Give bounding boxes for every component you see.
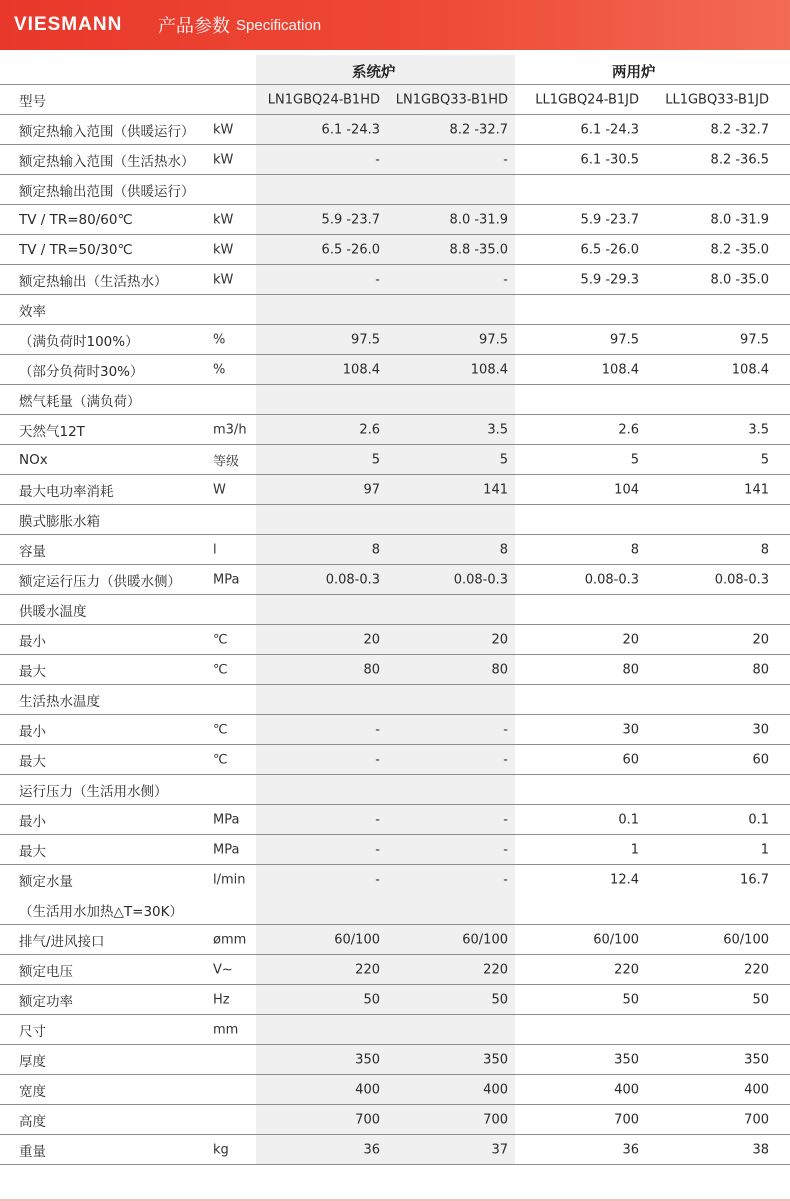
cell-ll1gbq33: 8.0 -31.9 xyxy=(710,212,769,227)
cell-ln1gbq33: 80 xyxy=(491,662,508,677)
cell-ll1gbq33: 108.4 xyxy=(731,362,769,377)
row-label: 天然气12T xyxy=(19,423,85,440)
table-row xyxy=(0,715,790,745)
cell-ll1gbq33: 3.5 xyxy=(748,422,769,437)
row-unit: kW xyxy=(213,242,234,257)
cell-ll1gbq33: 8.0 -35.0 xyxy=(710,272,769,287)
cell-ll1gbq24: 8 xyxy=(630,542,639,557)
cell-ll1gbq24: 5.9 -23.7 xyxy=(580,212,639,227)
cell-ll1gbq24: 0.1 xyxy=(618,812,639,827)
cell-ln1gbq33: 60/100 xyxy=(462,932,508,947)
cell-ll1gbq33: 350 xyxy=(744,1052,769,1067)
cell-ll1gbq33: 220 xyxy=(744,962,769,977)
row-label: 燃气耗量（满负荷） xyxy=(19,393,141,410)
cell-ln1gbq33: 141 xyxy=(483,482,508,497)
cell-ln1gbq33: 97.5 xyxy=(479,332,508,347)
cell-ll1gbq24: 220 xyxy=(614,962,639,977)
cell-ll1gbq33: LL1GBQ33-B1JD xyxy=(665,92,769,107)
cell-ln1gbq24: 97.5 xyxy=(351,332,380,347)
cell-ll1gbq33: 97.5 xyxy=(740,332,769,347)
cell-ln1gbq33: 20 xyxy=(491,632,508,647)
row-label: 最大电功率消耗 xyxy=(19,483,114,500)
row-unit: kW xyxy=(213,212,234,227)
row-label: 效率 xyxy=(19,303,46,320)
cell-ln1gbq33: - xyxy=(503,872,508,888)
cell-ln1gbq33: 8.2 -32.7 xyxy=(449,122,508,137)
row-unit: kg xyxy=(213,1142,229,1157)
cell-ln1gbq33: - xyxy=(503,752,508,767)
table-row xyxy=(0,1075,790,1105)
table-row xyxy=(0,865,790,895)
cell-ll1gbq24: 6.1 -24.3 xyxy=(580,122,639,137)
cell-ll1gbq33: 400 xyxy=(744,1082,769,1097)
table-row xyxy=(0,325,790,355)
cell-ln1gbq33: 5 xyxy=(499,452,508,467)
row-label: 额定热输入范围（生活热水） xyxy=(19,153,195,170)
row-label: 额定热输入范围（供暖运行） xyxy=(19,123,195,140)
row-unit: mm xyxy=(213,1022,239,1037)
row-unit: 等级 xyxy=(213,454,240,469)
cell-ln1gbq24: 0.08-0.3 xyxy=(325,572,380,587)
row-label: 运行压力（生活用水侧） xyxy=(19,783,168,800)
page-title: 产品参数 xyxy=(158,16,230,37)
row-label: 供暖水温度 xyxy=(19,603,87,620)
cell-ln1gbq24: 36 xyxy=(363,1142,380,1157)
row-label: 排气/进风接口 xyxy=(19,933,105,950)
row-label: 厚度 xyxy=(19,1053,46,1070)
cell-ll1gbq33: 38 xyxy=(752,1142,769,1157)
cell-ll1gbq24: 80 xyxy=(622,662,639,677)
row-label: 额定电压 xyxy=(19,963,73,980)
table-row xyxy=(0,385,790,415)
cell-ll1gbq24: 5.9 -29.3 xyxy=(580,272,639,287)
row-label: 型号 xyxy=(19,93,46,110)
cell-ln1gbq24: 108.4 xyxy=(342,362,380,377)
row-unit: ℃ xyxy=(213,752,228,767)
row-unit: % xyxy=(213,332,226,347)
row-label: 最大 xyxy=(19,753,46,770)
cell-ln1gbq33: 0.08-0.3 xyxy=(453,572,508,587)
cell-ln1gbq24: - xyxy=(375,752,380,767)
table-row xyxy=(0,985,790,1015)
cell-ll1gbq33: 0.1 xyxy=(748,812,769,827)
table-row xyxy=(0,475,790,505)
row-unit: l/min xyxy=(213,872,246,888)
cell-ll1gbq33: 30 xyxy=(752,722,769,737)
row-label: （部分负荷时30%） xyxy=(19,363,144,380)
cell-ln1gbq33: - xyxy=(503,722,508,737)
table-row xyxy=(0,85,790,115)
row-unit: kW xyxy=(213,122,234,137)
table-row xyxy=(0,235,790,265)
table-row xyxy=(0,205,790,235)
row-label: 尺寸 xyxy=(19,1023,46,1040)
cell-ll1gbq33: 5 xyxy=(760,452,769,467)
row-unit: ømm xyxy=(213,932,247,947)
cell-ll1gbq33: 60/100 xyxy=(723,932,769,947)
brand-logo: VIESMANN xyxy=(14,14,123,35)
cell-ln1gbq24: 2.6 xyxy=(359,422,380,437)
table-row xyxy=(0,415,790,445)
cell-ll1gbq33: 1 xyxy=(760,842,769,857)
row-label: 高度 xyxy=(19,1113,46,1130)
cell-ll1gbq33: 8.2 -32.7 xyxy=(710,122,769,137)
cell-ln1gbq33: - xyxy=(503,842,508,857)
table-row xyxy=(0,445,790,475)
table-row xyxy=(0,595,790,625)
cell-ll1gbq33: 8 xyxy=(760,542,769,557)
header-bar xyxy=(0,0,790,50)
cell-ll1gbq24: 400 xyxy=(614,1082,639,1097)
cell-ln1gbq33: 3.5 xyxy=(487,422,508,437)
cell-ln1gbq24: - xyxy=(375,812,380,827)
cell-ll1gbq33: 8.2 -35.0 xyxy=(710,242,769,257)
group-header-dual: 两用炉 xyxy=(612,65,656,81)
cell-ll1gbq24: 350 xyxy=(614,1052,639,1067)
row-unit: ℃ xyxy=(213,722,228,737)
spec-table xyxy=(0,55,790,1165)
row-label: 最小 xyxy=(19,723,46,740)
table-row xyxy=(0,835,790,865)
cell-ll1gbq33: 700 xyxy=(744,1112,769,1127)
cell-ln1gbq24: - xyxy=(375,842,380,857)
row-unit: kW xyxy=(213,152,234,167)
table-row xyxy=(0,355,790,385)
cell-ln1gbq24: 220 xyxy=(355,962,380,977)
cell-ln1gbq24: 97 xyxy=(363,482,380,497)
table-row xyxy=(0,535,790,565)
row-label: 容量 xyxy=(19,543,46,560)
row-label: 最小 xyxy=(19,813,46,830)
row-label: 膜式膨胀水箱 xyxy=(19,513,100,530)
cell-ln1gbq33: LN1GBQ33-B1HD xyxy=(395,92,508,107)
row-unit: m3/h xyxy=(213,422,247,437)
row-unit: l xyxy=(213,542,217,557)
cell-ln1gbq24: 400 xyxy=(355,1082,380,1097)
table-row xyxy=(0,145,790,175)
cell-ll1gbq24: 104 xyxy=(614,482,639,497)
cell-ln1gbq33: 50 xyxy=(491,992,508,1007)
table-row xyxy=(0,115,790,145)
cell-ll1gbq33: 50 xyxy=(752,992,769,1007)
row-label: 额定热输出（生活热水） xyxy=(19,273,168,290)
cell-ln1gbq24: 6.1 -24.3 xyxy=(321,122,380,137)
row-label: 额定热输出范围（供暖运行） xyxy=(19,183,195,200)
table-row xyxy=(0,955,790,985)
cell-ll1gbq24: 6.1 -30.5 xyxy=(580,152,639,167)
cell-ll1gbq24: 60 xyxy=(622,752,639,767)
row-label: 最大 xyxy=(19,843,46,860)
row-unit: Hz xyxy=(213,992,230,1007)
cell-ll1gbq24: 20 xyxy=(622,632,639,647)
cell-ln1gbq33: - xyxy=(503,272,508,287)
cell-ln1gbq33: - xyxy=(503,812,508,827)
cell-ln1gbq24: 50 xyxy=(363,992,380,1007)
cell-ln1gbq33: 8.8 -35.0 xyxy=(449,242,508,257)
row-label: （生活用水加热△T=30K） xyxy=(19,903,183,920)
table-row xyxy=(0,745,790,775)
cell-ll1gbq24: 6.5 -26.0 xyxy=(580,242,639,257)
row-unit: ℃ xyxy=(213,662,228,677)
row-label: TV / TR=50/30℃ xyxy=(19,241,133,258)
cell-ln1gbq24: LN1GBQ24-B1HD xyxy=(267,92,380,107)
cell-ln1gbq24: 350 xyxy=(355,1052,380,1067)
cell-ln1gbq33: 350 xyxy=(483,1052,508,1067)
cell-ln1gbq24: - xyxy=(375,272,380,287)
row-unit: MPa xyxy=(213,842,240,857)
table-row xyxy=(0,1045,790,1075)
row-label: 生活热水温度 xyxy=(19,693,100,710)
table-row xyxy=(0,775,790,805)
cell-ll1gbq33: 80 xyxy=(752,662,769,677)
cell-ln1gbq24: 5.9 -23.7 xyxy=(321,212,380,227)
cell-ll1gbq33: 141 xyxy=(744,482,769,497)
cell-ln1gbq33: 8.0 -31.9 xyxy=(449,212,508,227)
spec-rows xyxy=(0,85,790,1165)
cell-ll1gbq24: LL1GBQ24-B1JD xyxy=(535,92,639,107)
table-row xyxy=(0,265,790,295)
row-label: 额定水量 xyxy=(19,874,73,890)
cell-ln1gbq33: 700 xyxy=(483,1112,508,1127)
cell-ll1gbq33: 16.7 xyxy=(740,872,769,888)
table-row xyxy=(0,1135,790,1165)
table-row xyxy=(0,565,790,595)
row-unit: MPa xyxy=(213,572,240,587)
table-row xyxy=(0,895,790,925)
cell-ln1gbq33: 37 xyxy=(491,1142,508,1157)
row-label: 额定功率 xyxy=(19,993,73,1010)
cell-ln1gbq24: 60/100 xyxy=(334,932,380,947)
table-row xyxy=(0,505,790,535)
row-label: 额定运行压力（供暖水侧） xyxy=(19,573,181,590)
cell-ll1gbq24: 700 xyxy=(614,1112,639,1127)
row-label: 最小 xyxy=(19,633,46,650)
table-row xyxy=(0,655,790,685)
cell-ll1gbq33: 0.08-0.3 xyxy=(714,572,769,587)
row-label: （满负荷时100%） xyxy=(19,333,139,350)
cell-ll1gbq24: 60/100 xyxy=(593,932,639,947)
cell-ll1gbq24: 108.4 xyxy=(601,362,639,377)
row-unit: MPa xyxy=(213,812,240,827)
cell-ln1gbq24: 80 xyxy=(363,662,380,677)
table-row xyxy=(0,1105,790,1135)
row-label: NOx xyxy=(19,451,48,468)
cell-ln1gbq24: - xyxy=(375,722,380,737)
row-unit: % xyxy=(213,362,226,377)
cell-ll1gbq24: 50 xyxy=(622,992,639,1007)
cell-ll1gbq33: 20 xyxy=(752,632,769,647)
group-header-row xyxy=(0,55,790,85)
table-row xyxy=(0,175,790,205)
cell-ll1gbq33: 8.2 -36.5 xyxy=(710,152,769,167)
cell-ll1gbq24: 97.5 xyxy=(610,332,639,347)
cell-ln1gbq33: 8 xyxy=(499,542,508,557)
cell-ln1gbq24: 20 xyxy=(363,632,380,647)
cell-ll1gbq24: 2.6 xyxy=(618,422,639,437)
table-row xyxy=(0,805,790,835)
cell-ln1gbq24: - xyxy=(375,872,380,888)
cell-ll1gbq24: 0.08-0.3 xyxy=(584,572,639,587)
cell-ll1gbq33: 60 xyxy=(752,752,769,767)
row-label: 最大 xyxy=(19,663,46,680)
cell-ln1gbq33: - xyxy=(503,152,508,167)
table-row xyxy=(0,925,790,955)
table-row xyxy=(0,295,790,325)
table-row xyxy=(0,1015,790,1045)
cell-ll1gbq24: 12.4 xyxy=(610,872,639,888)
row-unit: V~ xyxy=(213,962,233,977)
table-row xyxy=(0,625,790,655)
cell-ll1gbq24: 36 xyxy=(622,1142,639,1157)
page-subtitle: Specification xyxy=(236,16,322,34)
row-unit: W xyxy=(213,482,226,497)
cell-ln1gbq24: 5 xyxy=(371,452,380,467)
row-label: 宽度 xyxy=(19,1083,46,1100)
cell-ln1gbq33: 220 xyxy=(483,962,508,977)
row-unit: kW xyxy=(213,272,234,287)
cell-ln1gbq24: 700 xyxy=(355,1112,380,1127)
row-label: 重量 xyxy=(19,1143,46,1160)
group-header-system: 系统炉 xyxy=(352,65,396,81)
row-unit: ℃ xyxy=(213,632,228,647)
cell-ln1gbq24: - xyxy=(375,152,380,167)
cell-ll1gbq24: 5 xyxy=(630,452,639,467)
cell-ln1gbq24: 6.5 -26.0 xyxy=(321,242,380,257)
row-label: TV / TR=80/60℃ xyxy=(19,211,133,228)
cell-ln1gbq24: 8 xyxy=(371,542,380,557)
table-row xyxy=(0,685,790,715)
cell-ln1gbq33: 108.4 xyxy=(470,362,508,377)
cell-ll1gbq24: 1 xyxy=(630,842,639,857)
cell-ll1gbq24: 30 xyxy=(622,722,639,737)
cell-ln1gbq33: 400 xyxy=(483,1082,508,1097)
